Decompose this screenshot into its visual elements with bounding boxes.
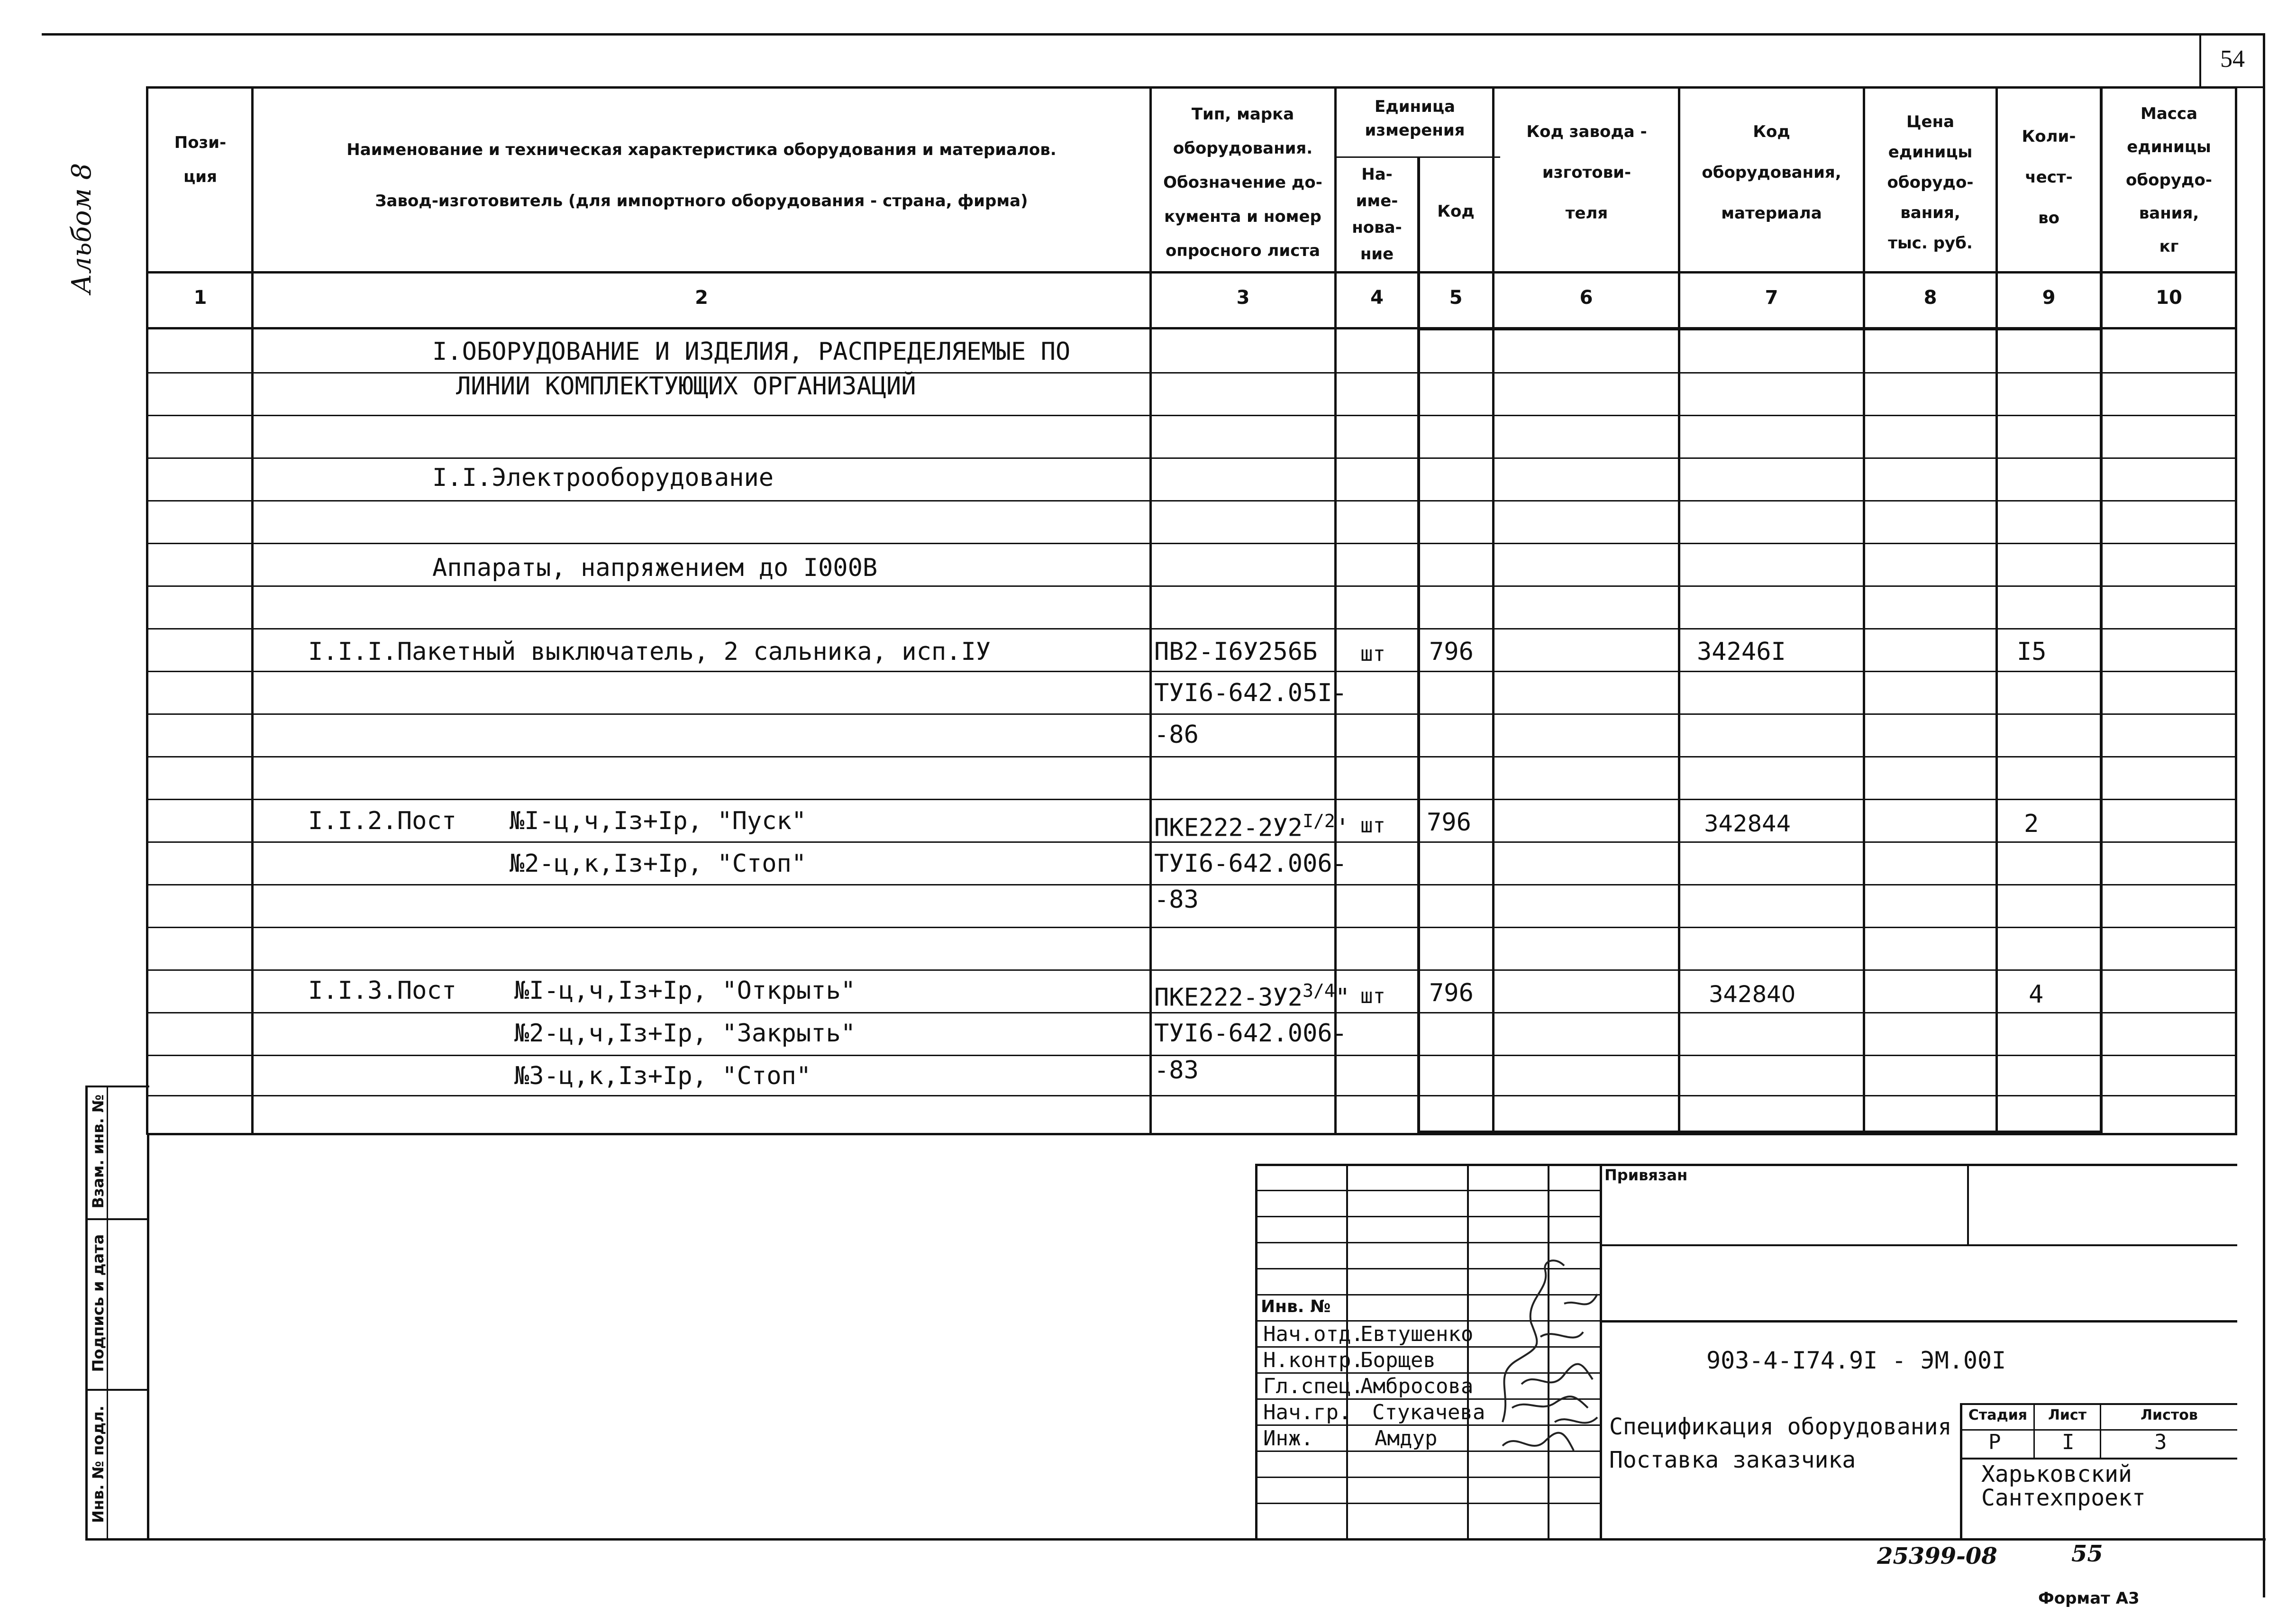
item-unit-code: 796	[1427, 808, 1471, 837]
sheets-value: 3	[2154, 1430, 2167, 1454]
subsection-title: I.I.Электрооборудование	[432, 464, 774, 492]
role-label: Нач.отд.	[1263, 1322, 1364, 1346]
person-name: Стукачева	[1372, 1400, 1485, 1424]
item-type-doc: ТУI6-642.006-	[1154, 1019, 1347, 1048]
archive-number: 25399-08	[1877, 1543, 1997, 1569]
role-label: Н.контр.	[1263, 1348, 1364, 1372]
item-type: $ПКЕ222-3У2^{3/4}$"	[1154, 980, 1350, 1012]
sheet-value: I	[2062, 1430, 2075, 1454]
header-type: Тип, марка оборудования. Обозначение до- кумента и номер опросного листа	[1163, 105, 1322, 260]
item-type: $ПКЕ222-2У2^{I/2}'$	[1154, 811, 1350, 842]
item-quantity: 2	[2024, 810, 2039, 838]
person-name: Евтушенко	[1360, 1322, 1474, 1346]
item-unit: шт	[1360, 813, 1385, 838]
col-number: 5	[1449, 287, 1463, 309]
item-equipment-code: 34246I	[1697, 638, 1786, 666]
col-number: 8	[1923, 287, 1937, 309]
role-label: Гл.спец.	[1263, 1374, 1364, 1398]
item-equipment-code: 342844	[1704, 811, 1791, 837]
frame-top	[42, 33, 2265, 36]
col-number: 4	[1370, 287, 1384, 309]
sign-date-label: Подпись и дата	[89, 1234, 107, 1372]
item-name: I.I.2.Пост	[308, 807, 457, 835]
footer-page: 55	[2071, 1541, 2103, 1567]
col-number: 6	[1579, 287, 1593, 309]
organization-line1: Харьковский	[1981, 1461, 2132, 1487]
col-number: 2	[695, 287, 708, 309]
col-number: 1	[193, 287, 207, 309]
item-quantity: I5	[2017, 638, 2047, 666]
inv-no-label: Инв. №	[1261, 1297, 1331, 1316]
col-number: 3	[1236, 287, 1250, 309]
item-type-doc: ТУI6-642.006-	[1154, 849, 1347, 878]
attached-label: Привязан	[1604, 1166, 1688, 1184]
role-label: Инж.	[1263, 1426, 1313, 1451]
document-title-line1: Спецификация оборудования	[1609, 1414, 1952, 1440]
item-type: ПВ2-I6У256Б	[1154, 638, 1318, 666]
sheets-label: Листов	[2141, 1407, 2198, 1423]
replace-inv-label: Взам. инв. №	[89, 1094, 107, 1209]
col-number: 7	[1765, 287, 1778, 309]
item-detail: №I-ц,ч,Iз+Iр, "Пуск"	[510, 807, 807, 835]
header-unit: Единица измерения	[1365, 97, 1465, 140]
item-detail: №2-ц,ч,Iз+Iр, "Закрыть"	[514, 1019, 856, 1048]
group-title: Аппараты, напряжением до I000В	[432, 554, 878, 582]
format-label: Формат А3	[2038, 1589, 2140, 1608]
item-unit-code: 796	[1429, 638, 1474, 666]
inv-original-label: Инв. № подл.	[89, 1405, 107, 1523]
person-name: Амдур	[1375, 1426, 1438, 1451]
signatures	[1474, 1251, 1626, 1469]
item-unit: шт	[1360, 984, 1385, 1008]
header-quantity: Коли- чест- во	[2022, 127, 2076, 228]
item-quantity: 4	[2029, 980, 2044, 1009]
person-name: Амбросова	[1360, 1374, 1474, 1398]
item-unit: шт	[1360, 642, 1385, 666]
stage-label: Стадия	[1968, 1407, 2028, 1423]
item-type-doc-cont: -83	[1154, 1056, 1199, 1085]
item-type-doc: ТУI6-642.05I-	[1154, 679, 1347, 707]
header-unit-code: Код	[1437, 202, 1475, 221]
item-detail: №3-ц,к,Iз+Iр, "Стоп"	[514, 1062, 811, 1090]
document-title-line2: Поставка заказчика	[1609, 1447, 1856, 1473]
header-unit-name: На- име- нова- ние	[1352, 165, 1402, 264]
header-factory-code: Код завода - изготови- теля	[1526, 122, 1647, 223]
col-number: 10	[2156, 287, 2182, 309]
item-type-doc-cont: -83	[1154, 885, 1199, 914]
item-type-doc-cont: -86	[1154, 721, 1199, 749]
header-manufacturer: Завод-изготовитель (для импортного оборудования - страна, фирма)	[375, 192, 1028, 210]
header-unit-price: Цена единицы оборудо- вания, тыс. руб.	[1887, 112, 1974, 253]
role-label: Нач.гр.	[1263, 1400, 1351, 1424]
col-number: 9	[2042, 287, 2056, 309]
item-name: I.I.I.Пакетный выключатель, 2 сальника, исп.IУ	[308, 638, 991, 666]
item-detail: №I-ц,ч,Iз+Iр, "Открыть"	[514, 976, 856, 1005]
header-unit-mass: Масса единицы оборудо- вания, кг	[2126, 104, 2212, 256]
organization-line2: Сантехпроект	[1981, 1485, 2146, 1511]
header-equipment-code: Код оборудования, материала	[1702, 122, 1841, 223]
stage-value: Р	[1988, 1430, 2001, 1454]
section-title-line1: I.ОБОРУДОВАНИЕ И ИЗДЕЛИЯ, РАСПРЕДЕЛЯЕМЫЕ ПО	[432, 338, 1071, 366]
item-equipment-code: 342840	[1709, 981, 1796, 1008]
header-position: Пози- ция	[174, 133, 227, 186]
album-label: Альбом 8	[66, 163, 97, 294]
person-name: Борщев	[1360, 1348, 1436, 1372]
document-code: 903-4-I74.9I - ЭМ.00I	[1706, 1347, 2006, 1374]
page-number: 54	[2220, 46, 2245, 73]
sheet-label: Лист	[2048, 1407, 2087, 1423]
header-name: Наименование и техническая характеристика оборудования и материалов.	[346, 140, 1057, 159]
item-name: I.I.3.Пост	[308, 976, 457, 1005]
item-detail: №2-ц,к,Iз+Iр, "Стоп"	[510, 849, 807, 878]
frame-right	[2263, 33, 2265, 1597]
section-title-line2: ЛИНИИ КОМПЛЕКТУЮЩИХ ОРГАНИЗАЦИЙ	[456, 372, 916, 401]
item-unit-code: 796	[1429, 979, 1474, 1007]
